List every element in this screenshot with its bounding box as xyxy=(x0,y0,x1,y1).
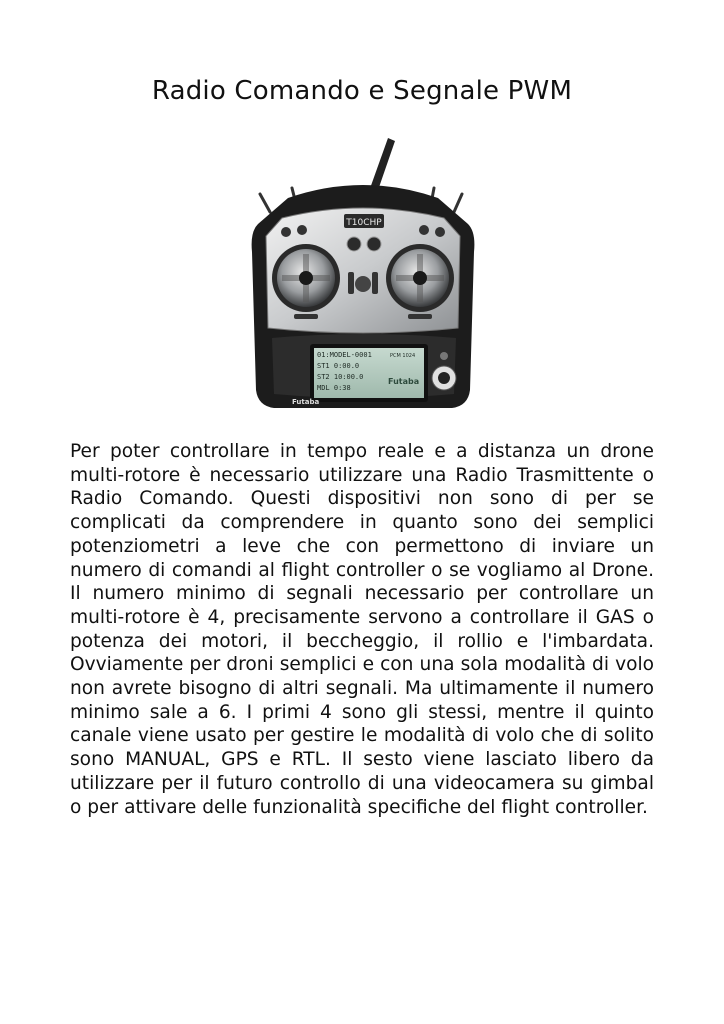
screen-brand-label: Futaba xyxy=(388,377,420,386)
screen-line: ST1 0:00.0 xyxy=(317,362,360,370)
brand-label: Futaba xyxy=(292,398,320,406)
screen-line: 01:MODEL-0001 xyxy=(317,351,372,359)
left-stick-gimbal xyxy=(272,244,340,312)
screen-line: MDL 0:38 xyxy=(317,384,351,392)
lcd-screen xyxy=(310,344,428,402)
model-label: T10CHP xyxy=(346,218,382,228)
page-title: Radio Comando e Segnale PWM xyxy=(151,76,573,106)
screen-mode-label: PCM 1024 xyxy=(390,353,416,359)
screen-line: ST2 10:00.0 xyxy=(317,373,364,381)
body-paragraph: Per poter controllare in tempo reale e a distanza un drone multi-rotore è necessario utilizzare una Radio Trasmittente o Radio Comando. Questi dispositivi non sono di per se complicati da comprendere in quanto sono dei semplici potenziometri a leve che con permettono di inviare un numero di comandi al flight controller o se vogliamo al Drone. Il numero minimo di segnali necessario per controllare un multi-rotore è 4, precisamente servono a controllare il GAS o potenza dei motori, il beccheggio, il rollio e l'imbardata. Ovviamente per droni semplici e con una sola modalità di volo non avrete bisogno di altri segnali. Ma ultimamente il numero minimo sale a 6. I primi 4 sono gli stessi, mentre il quinto canale viene usato per gestire le modalità di volo che di solito sono MANUAL, GPS e RTL. Il sesto viene lasciato libero da utilizzare per il futuro controllo di una videocamera su gimbal o per attivare delle funzionalità specifiche del flight controller. xyxy=(70,441,654,818)
radio-transmitter-image xyxy=(248,132,478,416)
right-stick-gimbal xyxy=(386,244,454,312)
